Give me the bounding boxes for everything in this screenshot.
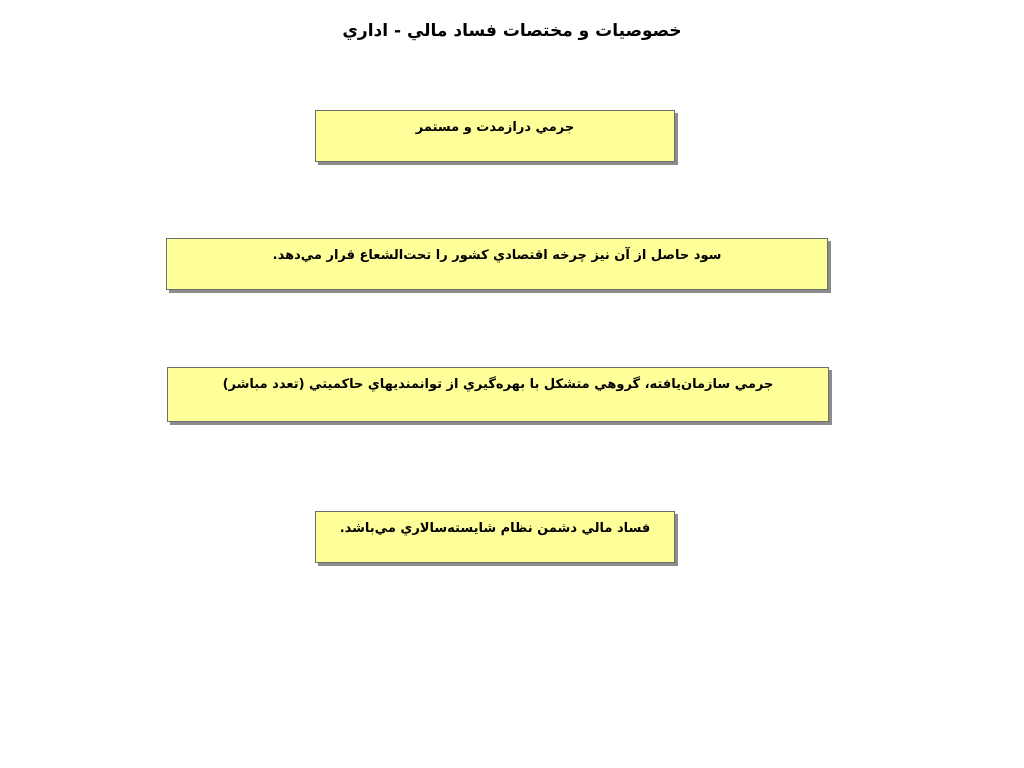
characteristic-text: فساد مالي دشمن نظام شايسته‌سالاري مي‌باشد. <box>339 521 651 536</box>
characteristic-box-meritocracy <box>315 511 675 563</box>
characteristic-box-organized-crime <box>167 367 829 422</box>
slide-title: خصوصيات و مختصات فساد مالي - اداري <box>342 21 682 41</box>
characteristic-box-long-term <box>315 110 675 162</box>
characteristic-text: سود حاصل از آن نيز چرخه اقتصادي كشور را تحت‌الشعاع قرار مي‌دهد. <box>272 248 722 263</box>
characteristic-text: جرمي سازمان‌يافته، گروهي متشكل با بهره‌گيري از توانمنديهاي حاكميتي (تعدد مباشر) <box>222 377 774 392</box>
characteristic-text: جرمي درازمدت و مستمر <box>415 120 575 135</box>
characteristic-box-economic-impact <box>166 238 828 290</box>
